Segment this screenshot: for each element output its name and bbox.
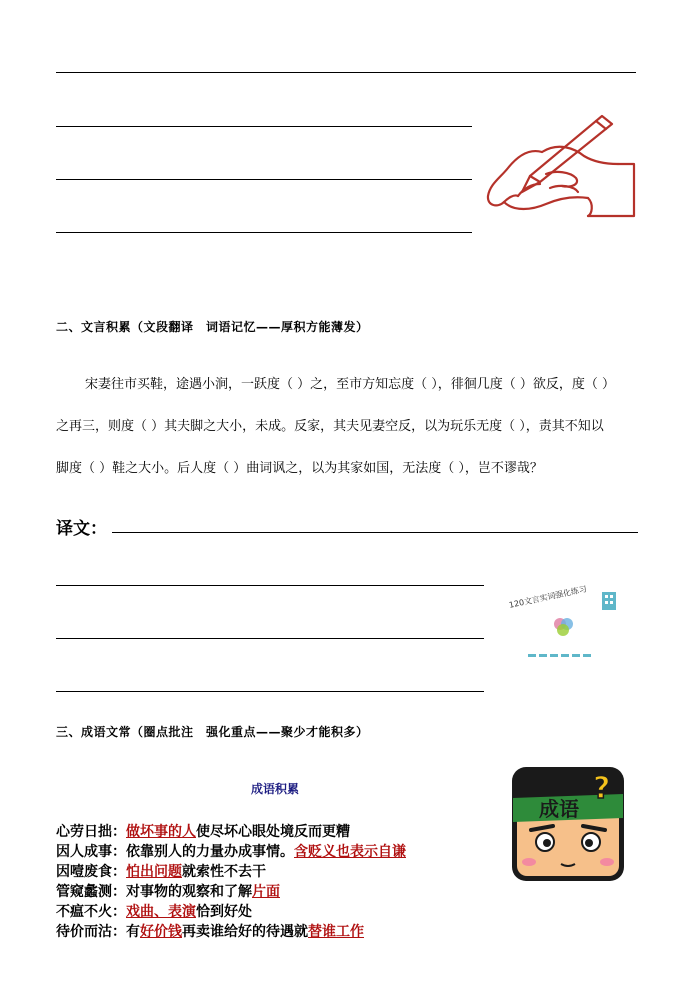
writing-line [56, 126, 472, 127]
idiom-definition: 有 [126, 924, 140, 940]
cartoon-question: ? [593, 771, 611, 806]
idiom-section-title: 成语积累 [251, 782, 300, 796]
idiom-definition: 依靠别人的力量办成事情。 [126, 844, 294, 860]
idiom-name: 因人成事： [56, 844, 126, 860]
idiom-name: 因噎废食： [56, 864, 126, 880]
section-heading-idioms: 三、成语文常（圈点批注 强化重点——聚少才能积多） [56, 725, 369, 739]
idiom-row [56, 822, 406, 842]
writing-line [56, 691, 484, 692]
hand-writing-icon [484, 112, 644, 220]
passage-line-1: 宋妻往市买鞋，途遇小涧，一跃度（ ）之，至市方知忘度（ ），徘徊几度（ ）欲反，度（ ） [85, 377, 616, 392]
writing-line [56, 72, 636, 73]
idiom-name: 待价而沽： [56, 924, 126, 940]
passage-line-3: 脚度（ ）鞋之大小。后人度（ ）曲词讽之，以为其家如国，无法度（ ），岂不谬哉？ [56, 461, 543, 476]
idiom-highlight: 片面 [252, 884, 280, 900]
practice-logo [506, 584, 636, 664]
translation-line[interactable] [112, 532, 638, 533]
idiom-definition: 再卖谁给好的待遇就 [182, 924, 308, 940]
idiom-highlight: 怕出问题 [126, 864, 182, 880]
idiom-highlight: 戏曲、表演 [126, 904, 196, 920]
idiom-definition: 使尽坏心眼处境反而更糟 [196, 824, 350, 840]
idiom-definition: 对事物的观察和了解 [126, 884, 252, 900]
writing-line [56, 638, 484, 639]
idiom-list [56, 822, 406, 942]
idiom-highlight: 做坏事的人 [126, 824, 196, 840]
idiom-definition: 就索性不去干 [182, 864, 266, 880]
practice-logo-text: 120文言实词强化练习 [508, 584, 588, 610]
passage-line-2: 之再三，则度（ ）其夫脚之大小，未成。反家，其夫见妻空反，以为玩乐无度（ ），责其不知以 [56, 419, 604, 434]
idiom-definition: 恰到好处 [196, 904, 252, 920]
idiom-highlight: 好价钱 [140, 924, 182, 940]
idiom-name: 不瘟不火： [56, 904, 126, 920]
section-heading-classical: 二、文言积累（文段翻译 词语记忆——厚积方能薄发） [56, 320, 369, 334]
idiom-row [56, 842, 406, 862]
idiom-row [56, 862, 406, 882]
idiom-row [56, 922, 406, 942]
idiom-name: 管窥蠡测： [56, 884, 126, 900]
translation-label: 译文： [56, 519, 107, 539]
idiom-highlight: 含贬义也表示自谦 [294, 844, 406, 860]
idiom-highlight: 替谁工作 [308, 924, 364, 940]
idiom-name: 心劳日拙： [56, 824, 126, 840]
writing-line [56, 232, 472, 233]
cartoon-label: 成语 [539, 797, 579, 821]
writing-line [56, 585, 484, 586]
idiom-row [56, 882, 406, 902]
idiom-cartoon-icon [509, 764, 627, 884]
writing-line [56, 179, 472, 180]
idiom-row [56, 902, 406, 922]
